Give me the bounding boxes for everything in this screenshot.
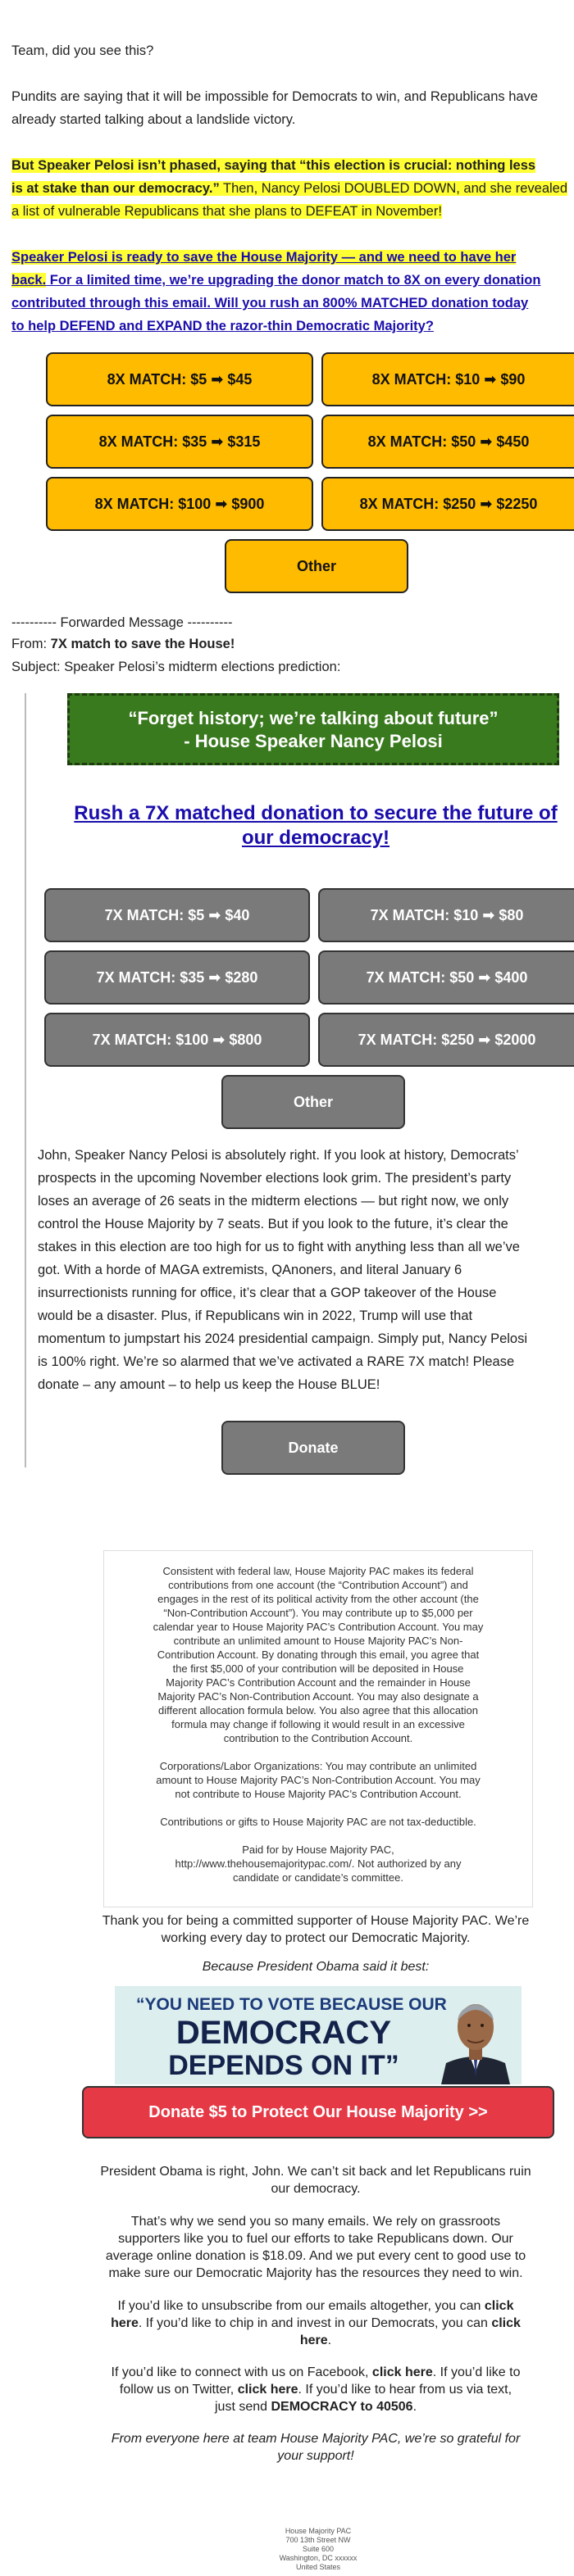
match7-button-50[interactable]: 7X MATCH: $50 ➡ $400 [318,950,574,1005]
greeting: Team, did you see this? [11,43,154,58]
unsub-text-a: If you’d like to unsubscribe from our emails altogether, you can [117,2299,485,2313]
match7-button-10[interactable]: 7X MATCH: $10 ➡ $80 [318,888,574,942]
legal-p3: Contributions or gifts to House Majority PAC are not tax-deductible. [160,1816,476,1828]
why-paragraph [33,2213,574,2282]
social-line-2 [33,2381,574,2398]
match8-button-other[interactable]: Other [225,539,408,593]
subject-value: Speaker Pelosi’s midterm elections prediction: [64,660,341,674]
forward-subject [11,655,340,678]
unsub-text-c: . [327,2333,332,2347]
address-line: 700 13th Street NW [285,2536,351,2544]
social-paragraph [33,2364,574,2415]
rush-link-line-2[interactable]: our democracy! [241,827,390,849]
legal-line: the first $5,000 of your contribution will be deposited in House [172,1662,464,1675]
para3-link-4[interactable]: contributed through this email. Will you rush an 800% MATCHED donation today [11,296,529,311]
forward-from [11,633,235,655]
legal-line: contribute an unlimited amount to House Majority PAC’s Non- [173,1635,463,1647]
thanks-line-1: Thank you for being a committed supporter of House Majority PAC. We’re [102,1914,530,1928]
body-line: got. With a horde of MAGA extremists, QAnoners, and literal January 6 [38,1263,462,1277]
legal-line: Contribution Account. By donating through this email, you agree that [157,1649,480,1661]
obama-portrait-icon [435,1993,517,2084]
banner-line-2: DEMOCRACY [175,2015,392,2051]
body-line: momentum to jumpstart his 2024 presidential campaign. Simply put, Nancy Pelosi [38,1331,528,1346]
footer-address [197,2527,440,2572]
unsubscribe-link[interactable]: click [484,2299,514,2313]
body-line: is 100% right. We’re so alarmed that we’ve activated a RARE 7X match! Please [38,1354,515,1369]
address-line: United States [295,2563,341,2571]
obama-banner[interactable] [115,1986,522,2084]
para2-highlight-1: But Speaker Pelosi isn’t phased, saying that “this election is crucial: nothing less [11,158,536,173]
body-line: prospects in the upcoming November elections look grim. The president’s party [38,1171,512,1186]
match7-button-5[interactable]: 7X MATCH: $5 ➡ $40 [44,888,310,942]
signoff-paragraph [33,2430,574,2465]
match7-button-250[interactable]: 7X MATCH: $250 ➡ $2000 [318,1013,574,1067]
legal-line: engages in the rest of its political activity from the other account (the [157,1593,479,1605]
intro-para2-line2 [11,177,567,200]
body-line: insurrectionists running for office, it’s clear that a GOP takeover of the House [38,1286,497,1300]
legal-p1 [112,1564,524,1745]
legal-p4 [112,1843,524,1884]
match8-button-10[interactable]: 8X MATCH: $10 ➡ $90 [321,352,574,406]
intro-para3-line2 [11,269,540,292]
match7-button-other[interactable]: Other [221,1075,405,1129]
body-line: donate – any amount – to help us keep the House BLUE! [38,1377,380,1392]
body-line: control the House Majority by 7 seats. But if you look to the future, it’s clear the [38,1217,508,1231]
body-line: would be a disaster. Plus, if Republicans win in 2022, Trump will use that [38,1308,473,1323]
social-text-d: . If you’d like to hear from us via text, [298,2383,512,2397]
unsub-text-b: . If you’d like to chip in and invest in our Democrats, you can [138,2316,492,2330]
legal-line: Majority PAC’s Non-Contribution Account. You may also designate a [157,1690,479,1703]
unsubscribe-paragraph [33,2297,574,2349]
para2-highlight-2: is at stake than our democracy.” [11,181,220,196]
social-text-c: follow us on Twitter, [119,2383,238,2397]
legal-line: Corporations/Labor Organizations: You may contribute an unlimited [159,1760,477,1772]
invest-link-here[interactable]: here [299,2333,328,2347]
match8-button-50[interactable]: 8X MATCH: $50 ➡ $450 [321,415,574,469]
legal-line: Consistent with federal law, House Majority PAC makes its federal [162,1565,474,1577]
address-line: Washington, DC xxxxxx [279,2554,358,2562]
forward-quote-rule [25,693,26,1467]
from-label: From: [11,637,51,651]
body-line: stakes in this election are too high for us to fight with anything less than all we’ve [38,1240,520,1254]
banner-text [136,1994,447,2081]
legal-line: contributions from one account (the “Contribution Account”) and [168,1579,468,1591]
intro-para3-line1 [11,246,516,269]
match7-button-35[interactable]: 7X MATCH: $35 ➡ $280 [44,950,310,1005]
from-value: 7X match to save the House! [50,637,235,651]
intro-para1-line1: Pundits are saying that it will be impossible for Democrats to win, and Republicans have [11,89,538,104]
signoff-line-1: From everyone here at team House Majority PAC, we’re so grateful for [111,2432,521,2446]
quote-line-2: - House Speaker Nancy Pelosi [184,731,443,751]
body-line: loses an average of 26 seats in the midterm elections — but right now, we only [38,1194,509,1209]
intro-para3-line3 [11,292,528,315]
signoff-line-2: your support! [277,2449,354,2463]
social-text-a: If you’d like to connect with us on Facebook, [111,2365,372,2379]
match8-button-100[interactable]: 8X MATCH: $100 ➡ $900 [46,477,313,531]
social-text-e: just send [214,2400,271,2414]
pelosi-quote-box [67,693,559,765]
thanks-line-2: working every day to protect our Democratic Majority. [161,1931,471,1945]
twitter-link[interactable]: click here [237,2383,298,2397]
social-text-b: . If you’d like to [432,2365,521,2379]
legal-line: Majority PAC’s Contribution Account and the remainder in House [166,1676,471,1689]
subject-label: Subject: [11,660,65,674]
legal-line: not contribute to House Majority PAC’s Contribution Account. [175,1788,462,1800]
match8-button-35[interactable]: 8X MATCH: $35 ➡ $315 [46,415,313,469]
legal-line: different allocation formula below. You also agree that this allocation [157,1704,479,1717]
match8-button-250[interactable]: 8X MATCH: $250 ➡ $2250 [321,477,574,531]
why-line-4: make sure our Democratic Majority has the resources they need to win. [108,2266,523,2280]
address-line: Suite 600 [302,2545,335,2553]
body-paragraph [38,1144,527,1396]
legal-line: candidate or candidate’s committee. [233,1871,403,1884]
legal-line: calendar year to House Majority PAC’s Contribution Account. You may [153,1621,484,1633]
banner-line-3: DEPENDS ON IT” [168,2050,399,2081]
unsub-line-3 [33,2332,574,2349]
legal-line: Paid for by House Majority PAC, [242,1844,394,1856]
para3-link-5[interactable]: to help DEFEND and EXPAND the razor-thin Democratic Majority? [11,319,434,333]
donate-button[interactable]: Donate [221,1421,405,1475]
legal-line: http://www.thehousemajoritypac.com/. Not authorized by any [175,1857,462,1870]
para3-link-1[interactable]: Speaker Pelosi is ready to save the House Majority — and we need to have her [11,250,517,265]
intro-para1-line2: already started talking about a landslide victory. [11,112,296,127]
thanks-paragraph [33,1912,574,1947]
para2-line3: a list of vulnerable Republicans that she plans to DEFEAT in November! [11,204,442,219]
rush-link[interactable] [33,801,574,850]
text-keyword: DEMOCRACY to 40506 [271,2400,413,2414]
legal-line: amount to House Majority PAC’s Non-Contribution Account. You may [156,1774,481,1786]
unsubscribe-link-here[interactable]: here [111,2316,139,2330]
legal-disclaimer-box [103,1550,533,1907]
legal-line: formula may change if following it would result in an excessive [171,1718,465,1730]
para2-rest: Then, Nancy Pelosi DOUBLED DOWN, and she revealed [219,181,568,196]
intro-para3-line4 [11,315,434,338]
match8-button-5[interactable]: 8X MATCH: $5 ➡ $45 [46,352,313,406]
unsub-line-2 [33,2315,574,2332]
why-line-1: That’s why we send you so many emails. We rely on grassroots [130,2215,501,2229]
legal-p2 [112,1759,524,1801]
rush-link-line-1[interactable]: Rush a 7X matched donation to secure the future of [74,802,558,824]
social-line-3 [33,2398,574,2415]
forward-separator: ---------- Forwarded Message ---------- [11,615,233,630]
invest-link[interactable]: click [491,2316,521,2330]
intro-para2-line3 [11,200,442,223]
quote-line-1: “Forget history; we’re talking about future” [128,708,499,728]
social-text-g: . [412,2400,417,2414]
unsub-line-1 [33,2297,574,2315]
social-line-1 [33,2364,574,2381]
facebook-link[interactable]: click here [371,2365,433,2379]
why-line-2: supporters like you to fuel our efforts to take Republicans down. Our [118,2232,513,2246]
obama-line-2: our democracy. [271,2182,361,2196]
legal-line: “Non-Contribution Account”). You may contribute up to $5,000 per [163,1607,473,1619]
obama-line-1: President Obama is right, John. We can’t sit back and let Republicans ruin [100,2165,531,2179]
body-line: John, Speaker Nancy Pelosi is absolutely right. If you look at history, Democrats’ [38,1148,519,1163]
intro-para2-line1 [11,154,535,177]
para3-link-3[interactable]: For a limited time, we’re upgrading the donor match to 8X on every donation [46,273,541,288]
why-line-3: average online donation is $18.09. And we put every cent to good use to [105,2249,526,2263]
para3-link-2[interactable]: back. [11,273,47,288]
donate-5-red-button[interactable]: Donate $5 to Protect Our House Majority >> [82,2086,554,2138]
legal-line: contribution to the Contribution Account. [223,1732,413,1744]
because-line: Because President Obama said it best: [202,1960,430,1974]
address-line: House Majority PAC [285,2527,352,2535]
match7-button-100[interactable]: 7X MATCH: $100 ➡ $800 [44,1013,310,1067]
obama-right-paragraph [33,2163,574,2197]
banner-line-1: “YOU NEED TO VOTE BECAUSE OUR [136,1995,447,2014]
